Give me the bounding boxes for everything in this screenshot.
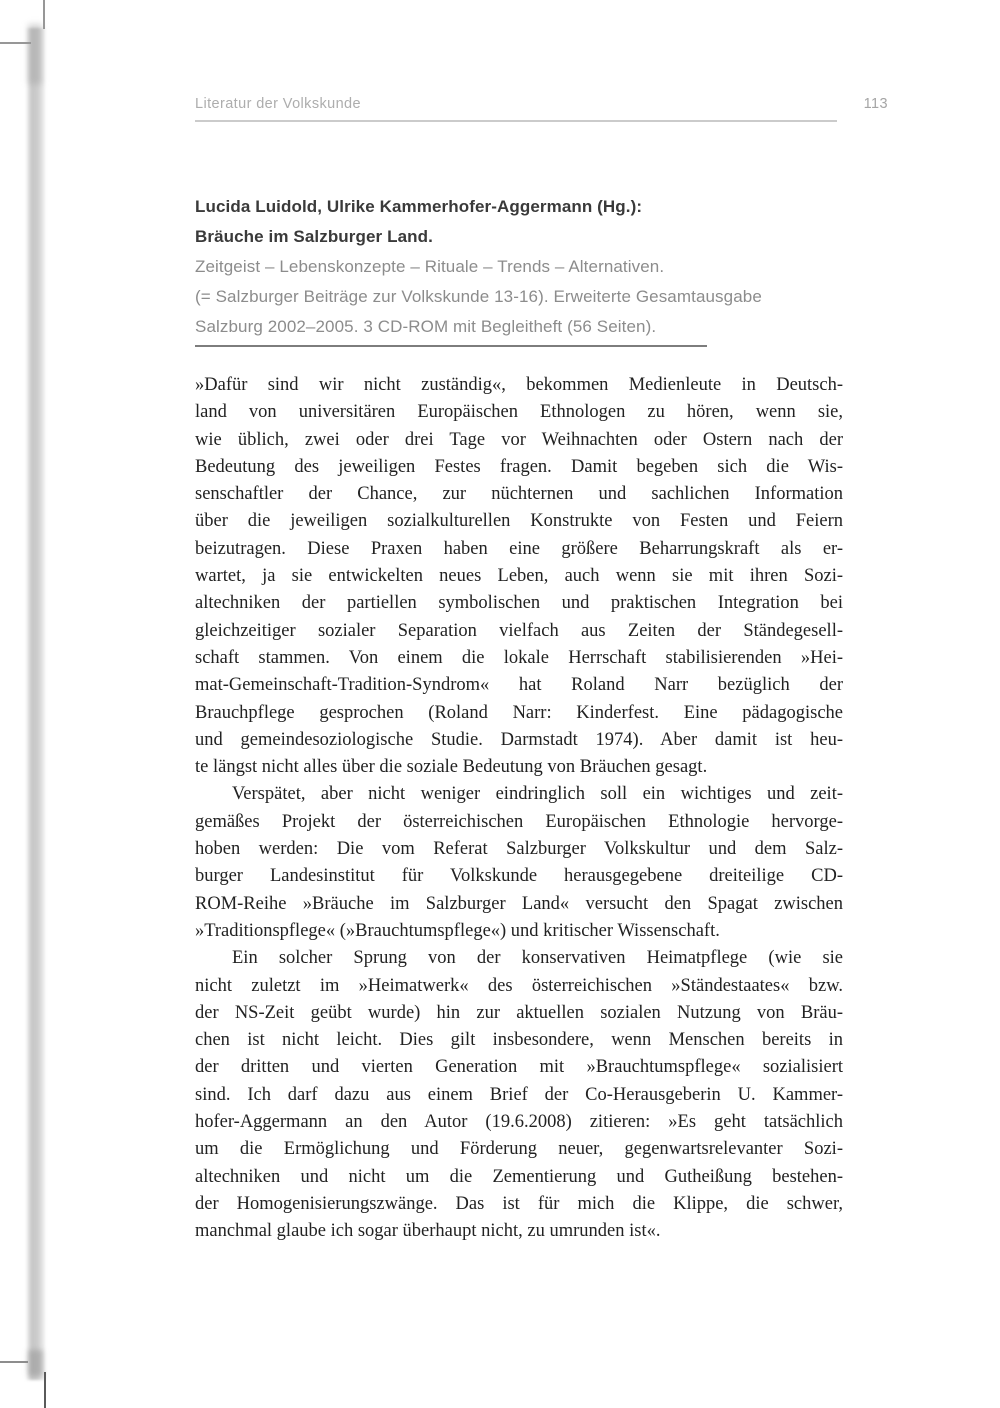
text-line: »Dafür sind wir nicht zuständig«, bekommen Medienleute in Deutsch- — [195, 375, 843, 395]
text-line: Ein solcher Sprung von der konservativen Heimatpflege (wie sie — [232, 948, 843, 969]
text-line: senschaftler der Chance, zur nüchternen und sachlichen Information — [195, 484, 843, 505]
text-line: schaft stammen. Von einem die lokale Herrschaft stabilisierenden »Hei- — [195, 647, 843, 668]
text-line: sind. Ich darf dazu aus einem Brief der Co-Herausgeberin U. Kammer- — [195, 1084, 843, 1105]
text-line: manchmal glaube ich sogar überhaupt nicht, zu umrunden ist«. — [195, 1221, 661, 1242]
text-line: Bedeutung des jeweiligen Festes fragen. Damit begeben sich die Wis- — [195, 456, 843, 477]
book-spine-shadow — [26, 28, 45, 1380]
text-line: »Traditionspflege« (»Brauchtumspflege«) und kritischer Wissenschaft. — [195, 920, 720, 941]
body-text — [195, 372, 843, 1246]
text-line: altechniken und nicht um die Zementierung und Gutheißung bestehen- — [195, 1166, 843, 1187]
text-line: te längst nicht alles über die soziale Bedeutung von Bräuchen gesagt. — [195, 757, 708, 778]
text-line: hofer-Aggermann an den Autor (19.6.2008) zitieren: »Es geht tatsächlich — [195, 1112, 843, 1133]
text-line: der dritten und vierten Generation mit »Brauchtumspflege« sozialisiert — [195, 1057, 843, 1078]
text-line: gleichzeitiger sozialer Separation vielfach aus Zeiten der Ständegesell- — [195, 620, 843, 641]
header-title: Literatur der Volkskunde — [195, 96, 361, 112]
text-line: beizutragen. Diese Praxen haben eine größere Beharrungskraft als er- — [195, 538, 843, 559]
text-line: über die jeweiligen sozialkulturellen Konstrukte von Festen und Feiern — [195, 511, 843, 532]
text-line: und gemeindesoziologische Studie. Darmstadt 1974). Aber damit ist heu- — [195, 729, 843, 750]
text-line: Brauchpflege gesprochen (Roland Narr: Kinderfest. Eine pädagogische — [195, 702, 843, 723]
text-line: ROM-Reihe »Bräuche im Salzburger Land« versucht den Spagat zwischen — [195, 893, 843, 914]
paragraph — [195, 945, 843, 1245]
text-line: burger Landesinstitut für Volkskunde herausgegebene dreiteilige CD- — [195, 866, 843, 887]
paragraph — [195, 781, 843, 945]
citation-divider — [195, 345, 707, 347]
citation-authors: Lucida Luidold, Ulrike Kammerhofer-Aggermann (Hg.): — [195, 197, 643, 216]
citation-title: Bräuche im Salzburger Land. — [195, 227, 433, 246]
text-line: hoben werden: Die vom Referat Salzburger Volkskultur und dem Salz- — [195, 839, 843, 860]
text-line: wie üblich, zwei oder drei Tage vor Weihnachten oder Ostern nach der — [195, 429, 843, 450]
text-line: altechniken der partiellen symbolischen und praktischen Integration bei — [195, 593, 843, 614]
citation-subtitle: Zeitgeist – Lebenskonzepte – Rituale – Trends – Alternativen. — [195, 257, 665, 276]
text-line: Verspätet, aber nicht weniger eindringlich soll ein wichtiges und zeit- — [232, 784, 843, 805]
citation-series: (= Salzburger Beiträge zur Volkskunde 13-16). Erweiterte Gesamtausgabe — [195, 287, 762, 306]
text-line: gemäßes Projekt der österreichischen Europäischen Ethnologie hervorge- — [195, 811, 843, 832]
text-line: chen ist nicht leicht. Dies gilt insbesondere, wenn Menschen bereits in — [195, 1030, 843, 1051]
header-rule — [195, 120, 837, 122]
paragraph — [195, 372, 843, 781]
crop-mark-bottom-horizontal — [0, 1361, 28, 1363]
citation-edition: Salzburg 2002–2005. 3 CD-ROM mit Begleitheft (56 Seiten). — [195, 317, 657, 336]
text-line: land von universitären Europäischen Ethnologen zu hören, wenn sie, — [195, 402, 843, 423]
text-line: der Homogenisierungszwänge. Das ist für mich die Klippe, die schwer, — [195, 1193, 843, 1214]
text-line: nicht zuletzt im »Heimatwerk« des österreichischen »Ständestaates« bzw. — [195, 975, 843, 996]
crop-mark-bottom-vertical — [44, 1372, 46, 1408]
text-line: wartet, ja sie entwickelten neues Leben, auch wenn sie mit ihren Sozi- — [195, 566, 843, 587]
running-header — [195, 96, 888, 114]
page-number: 113 — [863, 96, 888, 112]
text-line: mat-Gemeinschaft-Tradition-Syndrom« hat Roland Narr bezüglich der — [195, 675, 843, 696]
text-line: der NS-Zeit geübt wurde) hin zur aktuellen sozialen Nutzung von Bräu- — [195, 1002, 843, 1023]
citation-block — [195, 192, 855, 342]
crop-mark-top-vertical — [43, 0, 45, 29]
text-line: um die Ermöglichung und Förderung neuer, gegenwartsrelevanter Sozi- — [195, 1139, 843, 1160]
crop-mark-top-horizontal — [0, 42, 31, 44]
